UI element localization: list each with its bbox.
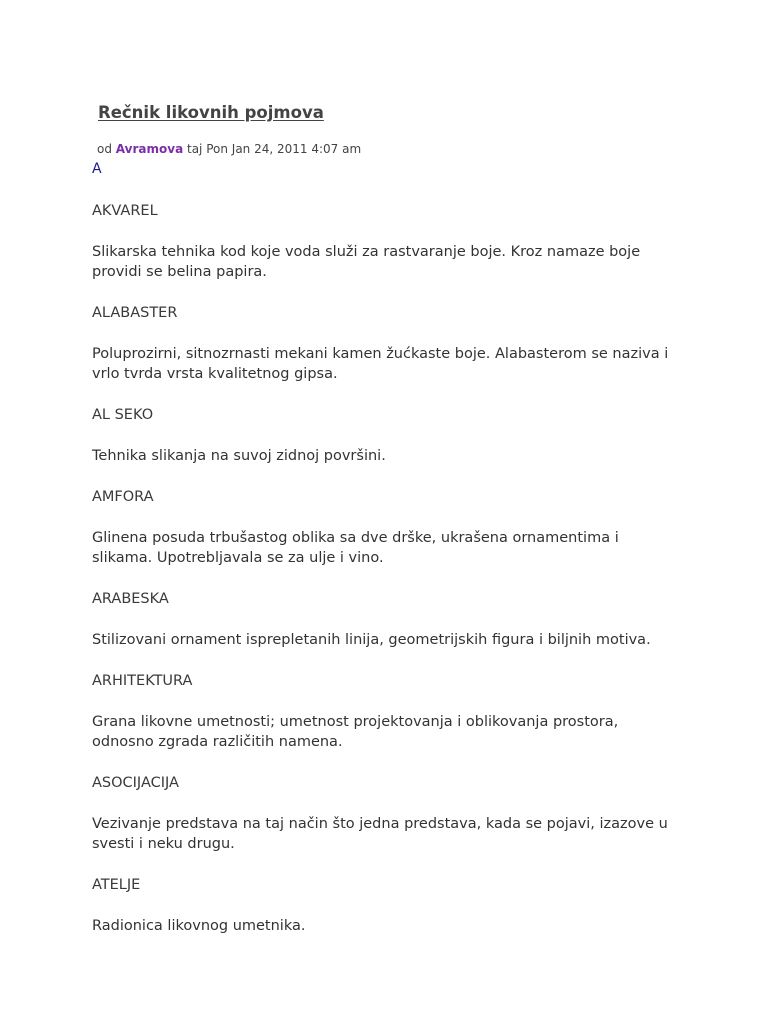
glossary-definition: Vezivanje predstava na taj način što jedna predstava, kada se pojavi, izazove u svesti i neku drugu. — [92, 816, 668, 852]
glossary-definition: Tehnika slikanja na suvoj zidnoj površini. — [92, 448, 386, 464]
glossary-definition: Slikarska tehnika kod koje voda služi za rastvaranje boje. Kroz namaze boje providi se belina papira. — [92, 244, 641, 280]
glossary-term: AL SEKO — [92, 407, 154, 423]
glossary-term: ASOCIJACIJA — [92, 775, 179, 791]
glossary-entries — [92, 201, 682, 957]
section-letter: A — [92, 161, 102, 177]
post-title[interactable]: Rečnik likovnih pojmova — [98, 103, 324, 122]
glossary-term: ALABASTER — [92, 305, 178, 321]
author-link[interactable]: Avramova — [115, 142, 184, 156]
byline-date: taj Pon Jan 24, 2011 4:07 am — [187, 142, 362, 156]
glossary-term: AMFORA — [92, 489, 154, 505]
byline-prefix: od — [97, 142, 112, 156]
glossary-definition: Grana likovne umetnosti; umetnost projektovanja i oblikovanja prostora, odnosno zgrada različitih namena. — [92, 714, 619, 750]
glossary-definition: Glinena posuda trbušastog oblika sa dve drške, ukrašena ornamentima i slikama. Upotrebljavala se za ulje i vino. — [92, 530, 619, 566]
post-byline — [97, 142, 361, 156]
glossary-definition: Stilizovani ornament isprepletanih linija, geometrijskih figura i biljnih motiva. — [92, 632, 651, 648]
glossary-definition: Poluprozirni, sitnozrnasti mekani kamen žućkaste boje. Alabasterom se naziva i vrlo tvrda vrsta kvalitetnog gipsa. — [92, 346, 669, 382]
glossary-term: ARABESKA — [92, 591, 169, 607]
glossary-term: ARHITEKTURA — [92, 673, 193, 689]
glossary-term: ATELJE — [92, 877, 141, 893]
glossary-term: AKVAREL — [92, 203, 158, 219]
glossary-definition: Radionica likovnog umetnika. — [92, 918, 306, 934]
